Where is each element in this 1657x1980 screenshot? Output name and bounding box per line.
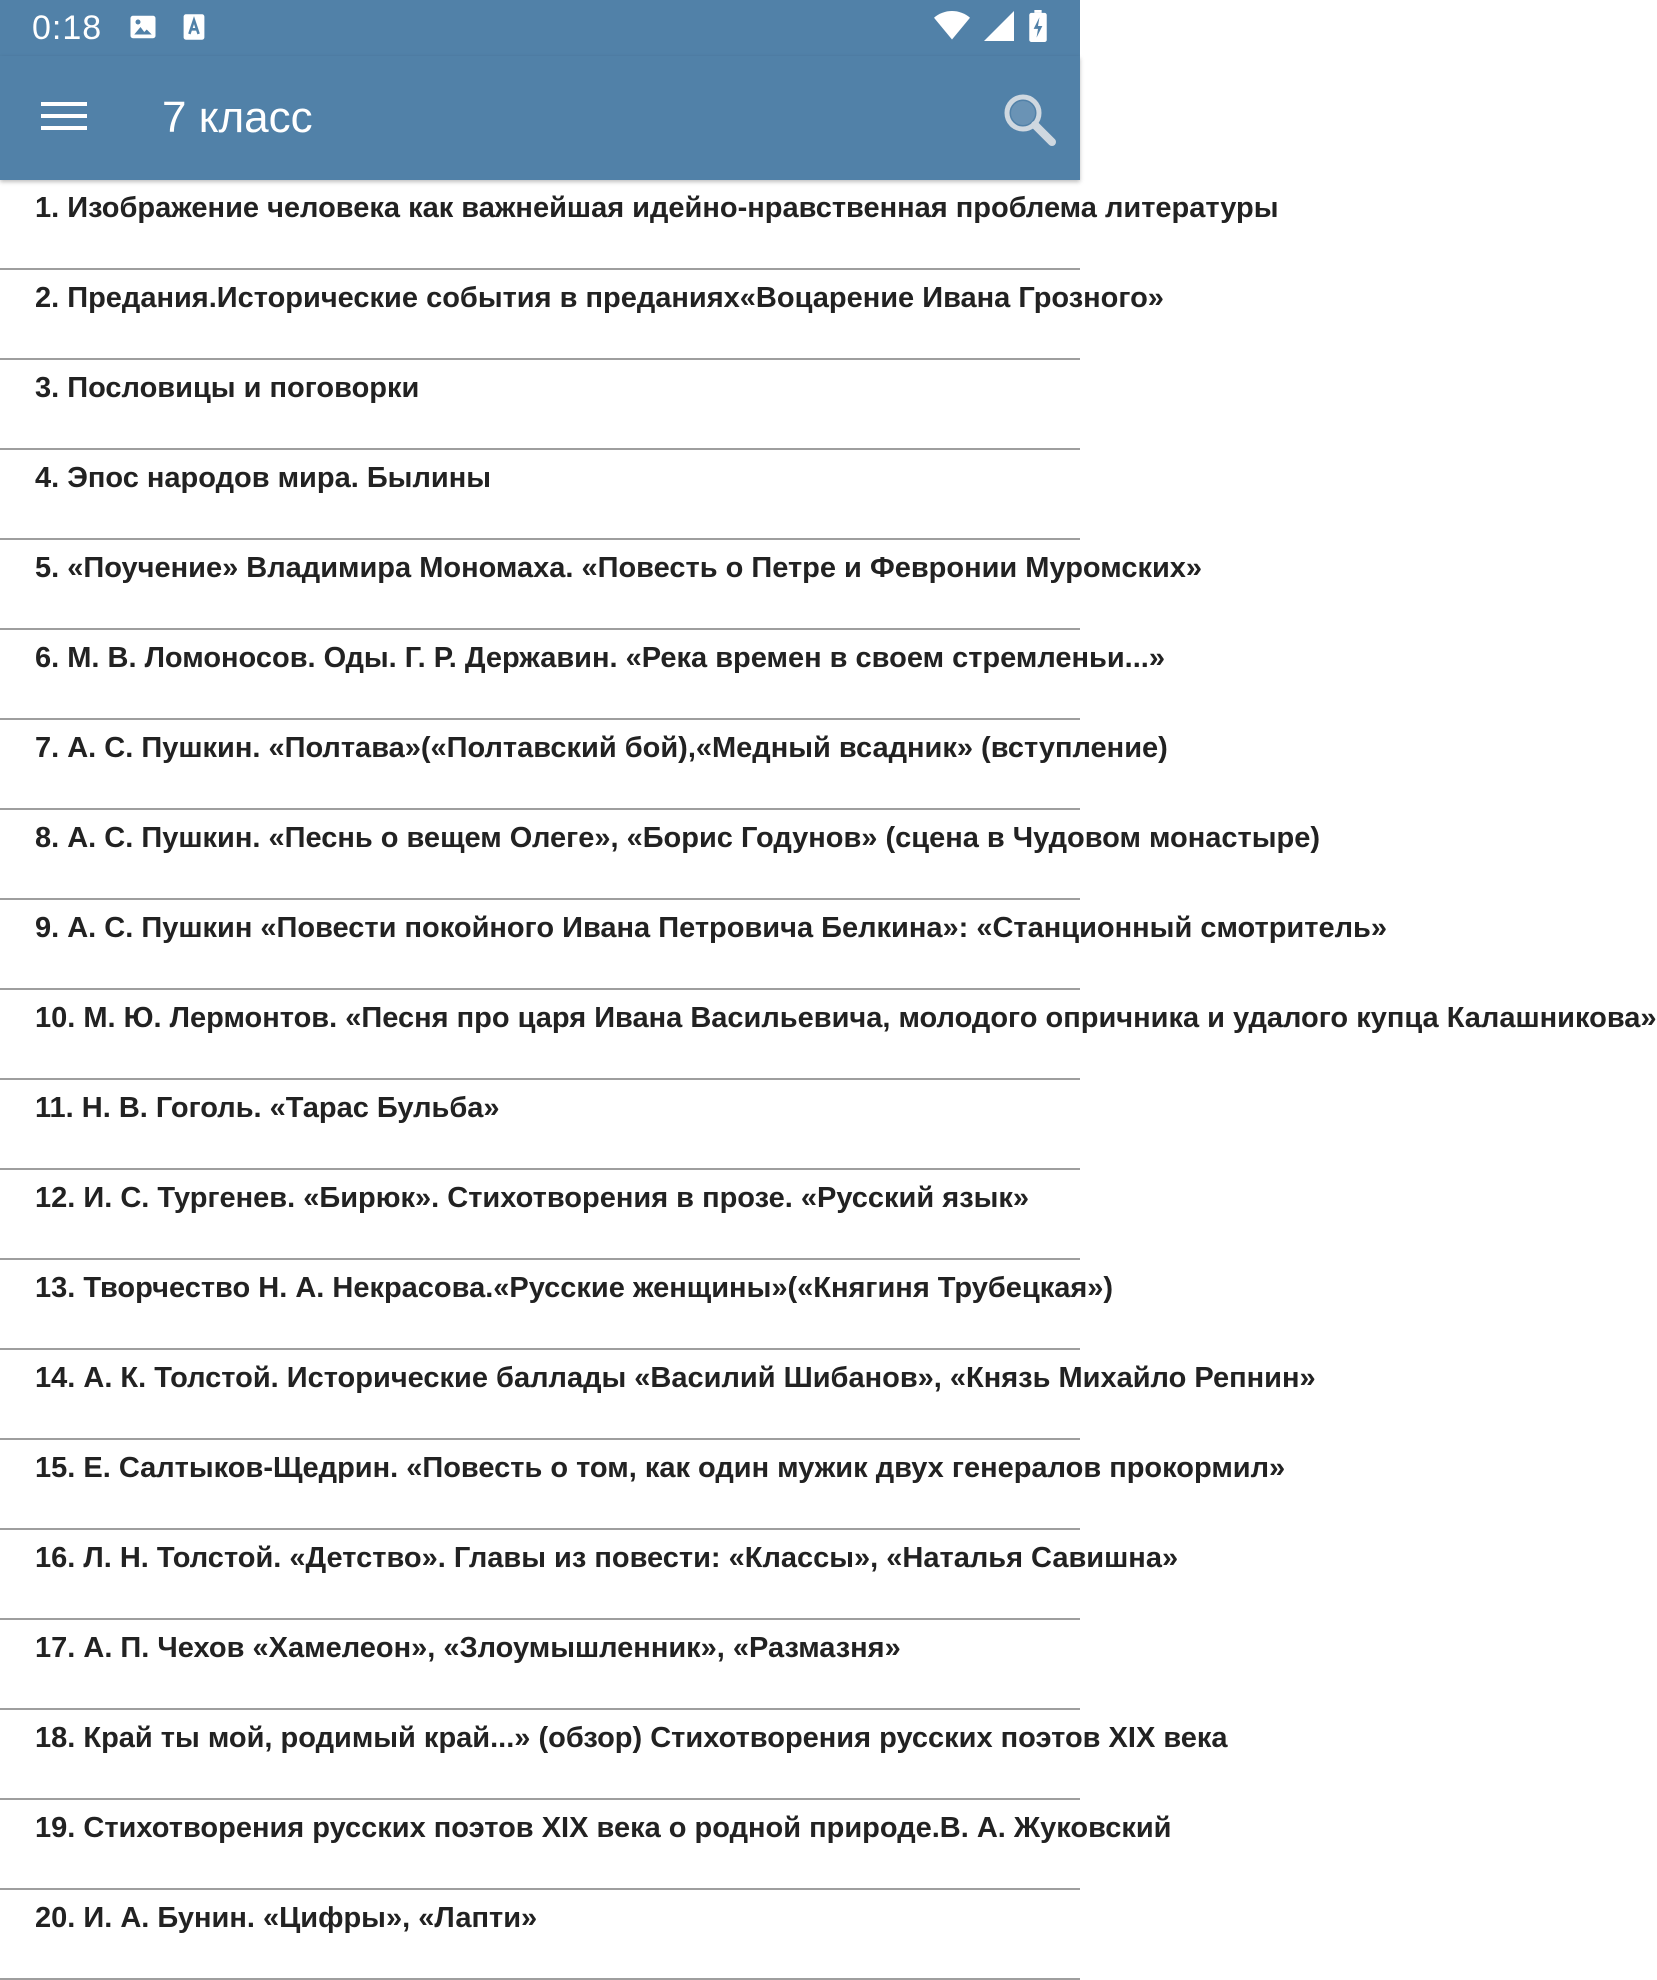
list-item-label: 14. А. К. Толстой. Исторические баллады «Василий Шибанов», «Князь Михайло Репнин» <box>35 1362 1316 1394</box>
list-item-label: 16. Л. Н. Толстой. «Детство». Главы из повести: «Классы», «Наталья Савишна» <box>35 1542 1179 1574</box>
list-item-label: 18. Край ты мой, родимый край...» (обзор) Стихотворения русских поэтов XIX века <box>35 1722 1228 1754</box>
list-item[interactable] <box>0 1350 1316 1440</box>
list-item[interactable] <box>0 810 1321 900</box>
text-a-icon <box>180 12 208 47</box>
list-item[interactable] <box>0 450 1080 540</box>
list-item[interactable] <box>0 720 1168 810</box>
list-item-label: 20. И. А. Бунин. «Цифры», «Лапти» <box>35 1902 538 1934</box>
list-item-label: 19. Стихотворения русских поэтов XIX века о родной природе.В. А. Жуковский <box>35 1812 1172 1844</box>
status-bar <box>0 0 1080 56</box>
topic-list <box>0 180 1657 1934</box>
signal-icon <box>984 11 1014 46</box>
list-item[interactable] <box>0 180 1279 270</box>
status-time: 0:18 <box>32 9 103 47</box>
list-item[interactable] <box>0 1080 1080 1170</box>
list-item[interactable] <box>0 360 1080 450</box>
list-item[interactable] <box>0 1170 1080 1260</box>
status-system-icons <box>934 10 1048 47</box>
list-item-label: 8. А. С. Пушкин. «Песнь о вещем Олеге», «Борис Годунов» (сцена в Чудовом монастыре) <box>35 822 1321 854</box>
list-item-label: 15. Е. Салтыков-Щедрин. «Повесть о том, как один мужик двух генералов прокормил» <box>35 1452 1286 1484</box>
list-item[interactable] <box>0 630 1165 720</box>
list-item-label: 4. Эпос народов мира. Былины <box>35 462 491 494</box>
list-item-label: 1. Изображение человека как важнейшая идейно-нравственная проблема литературы <box>35 192 1279 224</box>
list-item-label: 7. А. С. Пушкин. «Полтава»(«Полтавский бой),«Медный всадник» (вступление) <box>35 732 1168 764</box>
list-item-label: 13. Творчество Н. А. Некрасова.«Русские женщины»(«Княгиня Трубецкая») <box>35 1272 1114 1304</box>
list-item-label: 3. Пословицы и поговорки <box>35 372 420 404</box>
battery-charging-icon <box>1028 10 1048 47</box>
list-item[interactable] <box>0 270 1164 360</box>
status-notification-icons <box>128 12 208 47</box>
list-item-label: 12. И. С. Тургенев. «Бирюк». Стихотворения в прозе. «Русский язык» <box>35 1182 1030 1214</box>
list-item-label: 17. А. П. Чехов «Хамелеон», «Злоумышленник», «Размазня» <box>35 1632 901 1664</box>
list-item[interactable] <box>0 990 1657 1080</box>
search-icon <box>1000 90 1058 153</box>
list-item[interactable] <box>0 1620 1080 1710</box>
list-item-label: 10. М. Ю. Лермонтов. «Песня про царя Ивана Васильевича, молодого опричника и удалого купца Калашникова» <box>35 1002 1657 1034</box>
list-item[interactable] <box>0 1800 1172 1890</box>
list-item[interactable] <box>0 1890 1080 1980</box>
app-bar <box>0 56 1080 180</box>
list-item-label: 5. «Поучение» Владимира Мономаха. «Повесть о Петре и Февронии Муромских» <box>35 552 1203 584</box>
search-button[interactable] <box>994 86 1064 156</box>
list-item[interactable] <box>0 1530 1179 1620</box>
menu-button[interactable] <box>24 78 104 158</box>
image-icon <box>128 12 158 47</box>
list-item-label: 6. М. В. Ломоносов. Оды. Г. Р. Державин. «Река времен в своем стремленьи...» <box>35 642 1165 674</box>
list-item-label: 11. Н. В. Гоголь. «Тарас Бульба» <box>35 1092 500 1124</box>
list-item[interactable] <box>0 1260 1114 1350</box>
hamburger-menu-icon <box>41 100 87 137</box>
list-item[interactable] <box>0 540 1203 630</box>
list-item-label: 2. Предания.Исторические события в преданиях«Воцарение Ивана Грозного» <box>35 282 1164 314</box>
list-item-label: 9. А. С. Пушкин «Повести покойного Ивана Петровича Белкина»: «Станционный смотритель» <box>35 912 1387 944</box>
list-item[interactable] <box>0 1710 1228 1800</box>
list-item[interactable] <box>0 1440 1286 1530</box>
page-title: 7 класс <box>162 93 313 142</box>
list-item[interactable] <box>0 900 1387 990</box>
wifi-icon <box>934 11 970 46</box>
